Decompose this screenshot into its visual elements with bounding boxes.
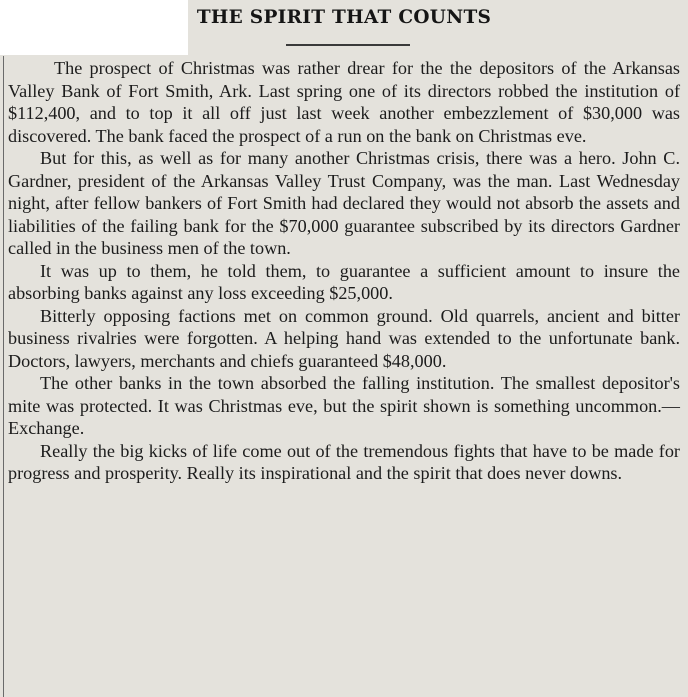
article-headline: THE SPIRIT THAT COUNTS <box>196 7 492 28</box>
article-paragraph: It was up to them, he told them, to guarantee a sufficient amount to insure the absorbing banks against any loss exceeding $25,000. <box>8 260 680 303</box>
article-paragraph: Bitterly opposing factions met on common ground. Old quarrels, ancient and bitter business rivalries were forgotten. A helping hand was extended to the unfortunate bank. Doctors, lawyers, merchants and chiefs guaranteed $48,000. <box>8 305 680 371</box>
article-paragraph: But for this, as well as for many another Christmas crisis, there was a hero. John C. Gardner, president of the Arkansas Valley Trust Company, was the man. Last Wednesday night, after fellow bankers of Fort Smith had declared they would not absorb the assets and liabilities of the failing bank for the $70,000 guarantee subscribed by its directors Gardner called in the business men of the town. <box>8 148 680 258</box>
headline-rule <box>286 44 410 46</box>
article-paragraph: Really the big kicks of life come out of the tremendous fights that have to be made for progress and prosperity. Really its inspirational and the spirit that does never downs. <box>8 440 680 483</box>
article-paragraph: The prospect of Christmas was rather drear for the the depositors of the Arkansas Valley Bank of Fort Smith, Ark. Last spring one of its directors robbed the institution of $112,400, and to top it all off just last week another embezzlement of $30,000 was discovered. The bank faced the prospect of a run on the bank on Christmas eve. <box>8 58 680 146</box>
column-rule <box>3 56 4 697</box>
article-paragraph: The other banks in the town absorbed the falling institution. The smallest depositor's mite was protected. It was Christmas eve, but the spirit shown is something uncommon.—Exchange. <box>8 373 680 438</box>
article-body <box>8 57 680 485</box>
